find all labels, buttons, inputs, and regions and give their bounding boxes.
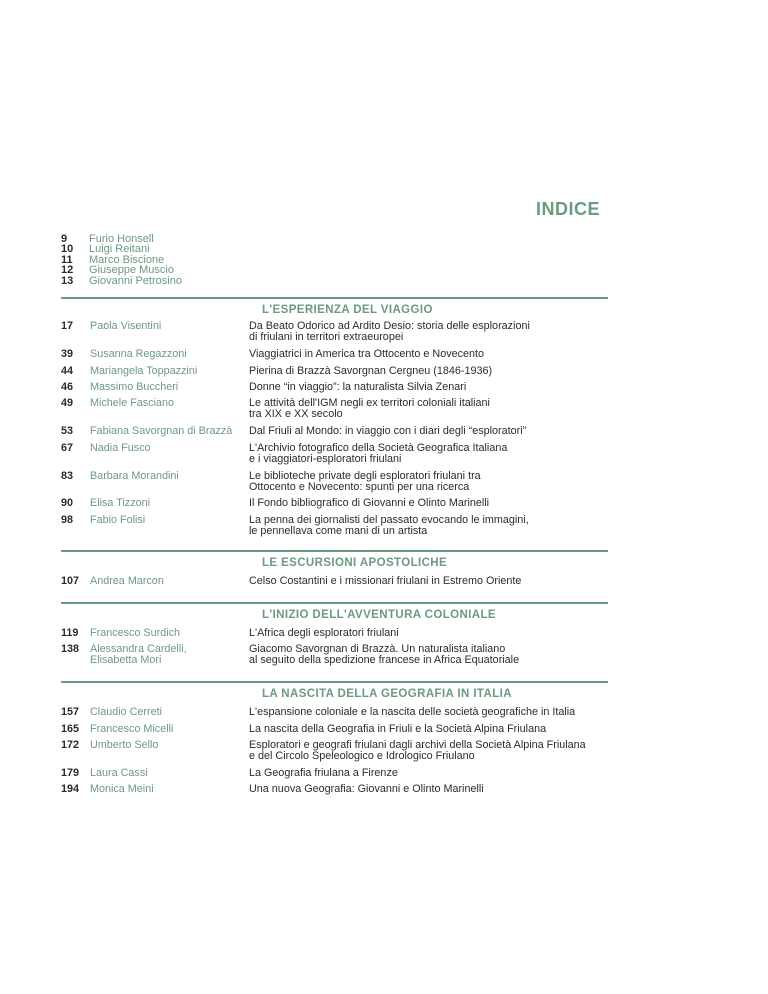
- entry-author: Mariangela Toppazzini: [90, 365, 198, 377]
- entry-author: Barbara Morandini: [90, 470, 179, 482]
- section-divider: [61, 297, 608, 299]
- entry-author: Massimo Buccheri: [90, 381, 179, 393]
- entry-title: L'Archivio fotografico della Società Geografica Italiana e i viaggiatori-esploratori friulani: [249, 442, 508, 465]
- entry-author: Fabio Folisi: [90, 514, 146, 526]
- entry-page-number: 49: [61, 397, 74, 409]
- entry-page-number: 46: [61, 381, 74, 393]
- entry-page-number: 90: [61, 497, 74, 509]
- entry-author: Laura Cassi: [90, 767, 148, 779]
- section-divider: [61, 550, 608, 552]
- entry-author: Francesco Surdich: [90, 627, 181, 639]
- intro-page-number: 12: [61, 264, 74, 277]
- entry-page-number: 39: [61, 348, 74, 360]
- entry-page-number: 67: [61, 442, 74, 454]
- intro-author: Giuseppe Muscio: [89, 264, 174, 277]
- intro-page-number: 9: [61, 233, 68, 245]
- entry-author: Fabiana Savorgnan di Brazzà: [90, 425, 233, 437]
- entry-page-number: 98: [61, 514, 74, 526]
- entry-page-number: 165: [61, 723, 80, 735]
- entry-title: Da Beato Odorico ad Ardito Desio: storia delle esplorazioni di friulani in territori extraeuropei: [249, 320, 530, 343]
- entry-author: Alessandra Cardelli, Elisabetta Mori: [90, 643, 187, 666]
- entry-title: La Geografia friulana a Firenze: [249, 767, 398, 779]
- entry-page-number: 53: [61, 425, 74, 437]
- entry-title: Esploratori e geografi friulani dagli archivi della Società Alpina Friulana e del Circolo Speleologico e Idrologico Friulano: [249, 739, 586, 762]
- entry-page-number: 157: [61, 706, 80, 718]
- entry-page-number: 138: [61, 643, 80, 655]
- section-divider: [61, 602, 608, 604]
- entry-page-number: 107: [61, 575, 80, 587]
- entry-author: Francesco Micelli: [90, 723, 174, 735]
- intro-author: Marco Biscione: [89, 253, 165, 266]
- entry-author: Susanna Regazzoni: [90, 348, 187, 360]
- entry-title: Le biblioteche private degli esploratori friulani tra Ottocento e Novecento: spunti per una ricerca: [249, 470, 481, 493]
- entry-title: La penna dei giornalisti del passato evocando le immagini, le pennellava come mani di un artista: [249, 514, 529, 537]
- entry-title: L'Africa degli esploratori friulani: [249, 627, 399, 639]
- entry-title: Giacomo Savorgnan di Brazzà. Un naturalista italiano al seguito della spedizione francese in Africa Equatoriale: [249, 643, 520, 666]
- section-divider: [61, 681, 608, 683]
- entry-page-number: 119: [61, 627, 79, 639]
- entry-title: Dal Friuli al Mondo: in viaggio con i diari degli “esploratori”: [249, 425, 527, 437]
- entry-author: Paola Visentini: [90, 320, 162, 332]
- intro-page-number: 13: [61, 274, 74, 287]
- entry-title: Viaggiatrici in America tra Ottocento e Novecento: [249, 348, 485, 360]
- entry-title: L'espansione coloniale e la nascita delle società geografiche in Italia: [249, 706, 576, 718]
- entry-author: Umberto Sello: [90, 739, 159, 751]
- entry-author: Michele Fasciano: [90, 397, 175, 409]
- entry-page-number: 172: [61, 739, 80, 751]
- intro-list: [61, 234, 182, 286]
- entry-title: Donne “in viaggio”: la naturalista Silvia Zenari: [249, 381, 467, 393]
- intro-author: Giovanni Petrosino: [89, 274, 182, 287]
- intro-author: Furio Honsell: [89, 233, 154, 245]
- entry-page-number: 44: [61, 365, 74, 377]
- intro-item: [61, 276, 182, 286]
- section-title: LA NASCITA DELLA GEOGRAFIA IN ITALIA: [262, 688, 512, 700]
- entry-author: Andrea Marcon: [90, 575, 164, 587]
- entry-title: La nascita della Geografia in Friuli e la Società Alpina Friulana: [249, 723, 547, 735]
- entry-title: Le attività dell'IGM negli ex territori coloniali italiani tra XIX e XX secolo: [249, 397, 490, 420]
- entry-page-number: 179: [61, 767, 80, 779]
- entry-author: Nadia Fusco: [90, 442, 151, 454]
- intro-author: Luigi Reitani: [89, 243, 150, 256]
- entry-title: Il Fondo bibliografico di Giovanni e Olinto Marinelli: [249, 497, 490, 509]
- entry-page-number: 194: [61, 783, 80, 795]
- entry-page-number: 83: [61, 470, 74, 482]
- section-title: L'INIZIO DELL'AVVENTURA COLONIALE: [262, 609, 496, 621]
- section-title: LE ESCURSIONI APOSTOLICHE: [262, 557, 448, 569]
- entry-title: Celso Costantini e i missionari friulani in Estremo Oriente: [249, 575, 522, 587]
- entry-author: Monica Meini: [90, 783, 154, 795]
- entry-title: Pierina di Brazzà Savorgnan Cergneu (1846-1936): [249, 365, 493, 377]
- entry-title: Una nuova Geografia: Giovanni e Olinto Marinelli: [249, 783, 484, 795]
- intro-page-number: 11: [61, 253, 73, 266]
- entry-page-number: 17: [61, 320, 74, 332]
- intro-page-number: 10: [61, 243, 74, 256]
- page-title: INDICE: [535, 199, 600, 219]
- intro-item: [61, 265, 182, 275]
- entry-author: Claudio Cerreti: [90, 706, 163, 718]
- entry-author: Elisa Tizzoni: [90, 497, 151, 509]
- section-title: L'ESPERIENZA DEL VIAGGIO: [262, 304, 433, 316]
